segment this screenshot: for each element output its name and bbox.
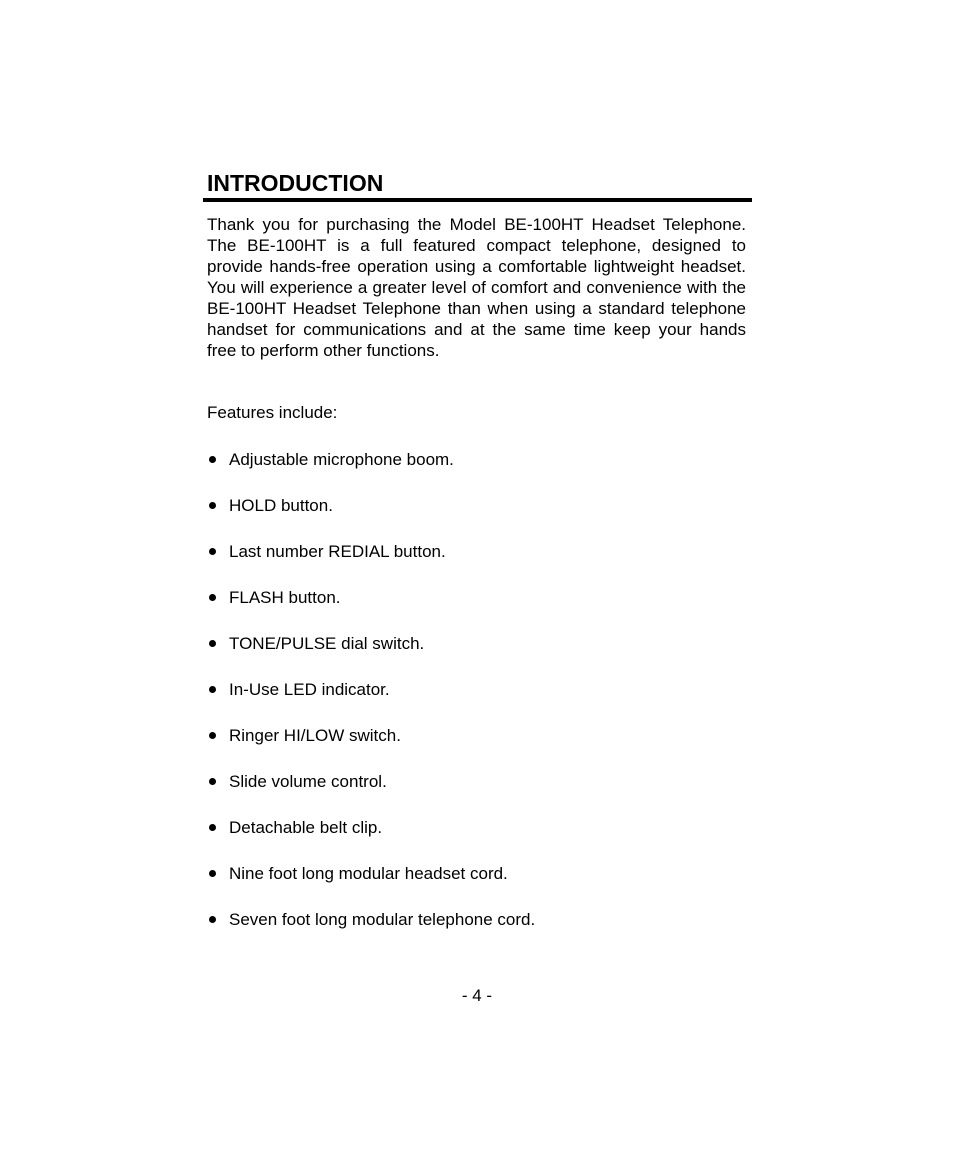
feature-list	[207, 449, 746, 955]
feature-item	[207, 587, 746, 633]
feature-text: Adjustable microphone boom.	[229, 450, 454, 469]
feature-item	[207, 495, 746, 541]
feature-text: TONE/PULSE dial switch.	[229, 634, 425, 653]
bullet-icon	[209, 548, 216, 555]
features-label: Features include:	[207, 403, 338, 422]
feature-item	[207, 863, 746, 909]
feature-text: Nine foot long modular headset cord.	[229, 864, 508, 883]
feature-item	[207, 817, 746, 863]
feature-text: Last number REDIAL button.	[229, 542, 446, 561]
bullet-icon	[209, 732, 216, 739]
feature-text: In-Use LED indicator.	[229, 680, 390, 699]
feature-item	[207, 771, 746, 817]
feature-text: Detachable belt clip.	[229, 818, 383, 837]
heading-underline	[203, 198, 752, 202]
bullet-icon	[209, 502, 216, 509]
bullet-icon	[209, 916, 216, 923]
intro-paragraph: Thank you for purchasing the Model BE-100HT Headset Telephone. The BE-100HT is a full featured compact telephone, designed to provide hands-free operation using a comfortable lightweight headset. You will experience a greater level of comfort and convenience with the BE-100HT Headset Telephone than when using a standard telephone handset for communications and at the same time keep your hands free to perform other functions.	[207, 215, 746, 360]
feature-item	[207, 909, 746, 955]
bullet-icon	[209, 686, 216, 693]
feature-text: Ringer HI/LOW switch.	[229, 726, 401, 745]
feature-item	[207, 633, 746, 679]
feature-text: Slide volume control.	[229, 772, 387, 791]
bullet-icon	[209, 594, 216, 601]
feature-item	[207, 679, 746, 725]
feature-item	[207, 541, 746, 587]
page-number: - 4 -	[461, 986, 493, 1005]
bullet-icon	[209, 640, 216, 647]
feature-item	[207, 449, 746, 495]
section-heading: INTRODUCTION	[207, 170, 384, 196]
bullet-icon	[209, 456, 216, 463]
bullet-icon	[209, 824, 216, 831]
feature-text: Seven foot long modular telephone cord.	[229, 910, 536, 929]
feature-item	[207, 725, 746, 771]
feature-text: HOLD button.	[229, 496, 333, 515]
bullet-icon	[209, 870, 216, 877]
feature-text: FLASH button.	[229, 588, 341, 607]
bullet-icon	[209, 778, 216, 785]
